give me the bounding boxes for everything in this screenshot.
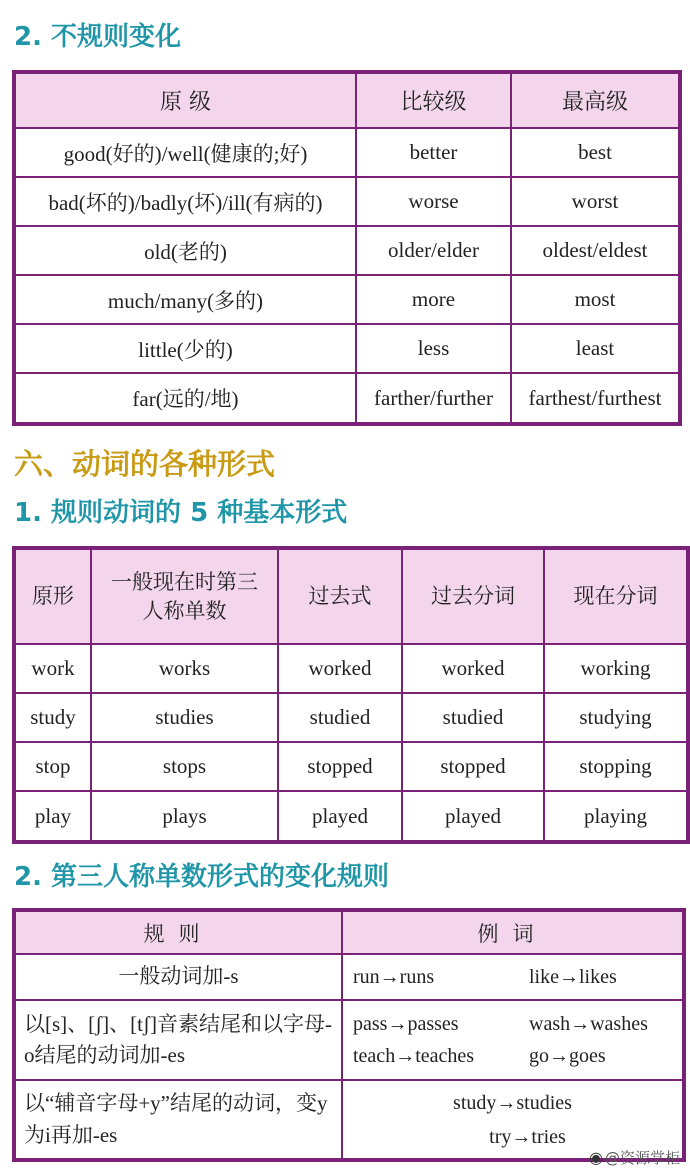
example-line (353, 961, 682, 993)
cell-past-tense: stopped (278, 742, 402, 791)
header-present-participle: 现在分词 (544, 548, 688, 644)
cell-rule: 以“辅音字母+y”结尾的动词，变y为i再加-es (14, 1080, 342, 1160)
cell-present-participle: studying (544, 693, 688, 742)
cell-present-participle: stopping (544, 742, 688, 791)
header-past-participle: 过去分词 (402, 548, 544, 644)
cell-comparative: less (356, 324, 511, 373)
cell-rule: 一般动词加-s (14, 954, 342, 1000)
cell-present-participle: playing (544, 791, 688, 842)
cell-past-participle: played (402, 791, 544, 842)
table-row (14, 693, 688, 742)
cell-superlative: least (511, 324, 680, 373)
example-word: pass→passes (353, 1013, 459, 1035)
cell-superlative: oldest/eldest (511, 226, 680, 275)
cell-comparative: better (356, 128, 511, 177)
table-header-row (14, 910, 684, 954)
cell-base-form: stop (14, 742, 91, 791)
example-word: like→likes (529, 966, 617, 988)
cell-positive: far(远的/地) (14, 373, 356, 424)
table-row (14, 791, 688, 842)
cell-positive: good(好的)/well(健康的;好) (14, 128, 356, 177)
cell-third-person: works (91, 644, 278, 693)
irregular-comparison-table (12, 70, 682, 426)
cell-superlative: most (511, 275, 680, 324)
header-past-tense: 过去式 (278, 548, 402, 644)
cell-present-participle: working (544, 644, 688, 693)
table-row (14, 644, 688, 693)
cell-past-tense: worked (278, 644, 402, 693)
header-comparative: 比较级 (356, 72, 511, 128)
cell-comparative: more (356, 275, 511, 324)
example-stack (343, 1086, 682, 1154)
table-row (14, 275, 680, 324)
example-word: go→goes (529, 1045, 606, 1067)
cell-past-tense: played (278, 791, 402, 842)
header-examples: 例词 (342, 910, 684, 954)
cell-positive: old(老的) (14, 226, 356, 275)
cell-past-tense: studied (278, 693, 402, 742)
weibo-icon: ◉ (589, 1148, 603, 1167)
cell-positive: much/many(多的) (14, 275, 356, 324)
example-word: try→tries (489, 1125, 566, 1148)
table-header-row (14, 72, 680, 128)
table-row (14, 177, 680, 226)
cell-third-person: stops (91, 742, 278, 791)
example-line (353, 1040, 682, 1072)
verb-forms-heading: 六、动词的各种形式 (14, 447, 276, 481)
header-third-person-singular: 一般现在时第三人称单数 (91, 548, 278, 644)
cell-examples (342, 1000, 684, 1080)
table-header-row (14, 548, 688, 644)
cell-past-participle: stopped (402, 742, 544, 791)
cell-positive: little(少的) (14, 324, 356, 373)
third-person-rules-table (12, 908, 686, 1162)
cell-base-form: work (14, 644, 91, 693)
cell-comparative: worse (356, 177, 511, 226)
cell-superlative: worst (511, 177, 680, 226)
header-positive: 原 级 (14, 72, 356, 128)
cell-past-participle: worked (402, 644, 544, 693)
table-row (14, 954, 684, 1000)
cell-superlative: best (511, 128, 680, 177)
cell-comparative: older/elder (356, 226, 511, 275)
example-word: study→studies (453, 1091, 572, 1114)
cell-comparative: farther/further (356, 373, 511, 424)
table-row (14, 1000, 684, 1080)
cell-base-form: play (14, 791, 91, 842)
cell-rule: 以[s]、[ʃ]、[tʃ]音素结尾和以字母-o结尾的动词加-es (14, 1000, 342, 1080)
table-row (14, 742, 688, 791)
header-base-form: 原形 (14, 548, 91, 644)
cell-positive: bad(坏的)/badly(坏)/ill(有病的) (14, 177, 356, 226)
table-row (14, 324, 680, 373)
cell-base-form: study (14, 693, 91, 742)
table-row (14, 226, 680, 275)
example-word: run→runs (353, 966, 435, 988)
cell-past-participle: studied (402, 693, 544, 742)
cell-third-person: plays (91, 791, 278, 842)
regular-verbs-heading: 1. 规则动词的 5 种基本形式 (14, 498, 348, 528)
header-superlative: 最高级 (511, 72, 680, 128)
table-row (14, 373, 680, 424)
watermark-text: @资源掌柜 (604, 1149, 680, 1167)
header-rule: 规则 (14, 910, 342, 954)
example-line (353, 1008, 682, 1040)
cell-examples (342, 954, 684, 1000)
cell-third-person: studies (91, 693, 278, 742)
third-person-heading: 2. 第三人称单数形式的变化规则 (14, 862, 390, 892)
cell-superlative: farthest/furthest (511, 373, 680, 424)
irregular-heading: 2. 不规则变化 (14, 22, 182, 52)
table-row (14, 128, 680, 177)
watermark (589, 1147, 680, 1168)
table-row (14, 1080, 684, 1160)
regular-verb-forms-table (12, 546, 690, 844)
example-word: teach→teaches (353, 1045, 475, 1067)
example-word: wash→washes (529, 1013, 648, 1035)
